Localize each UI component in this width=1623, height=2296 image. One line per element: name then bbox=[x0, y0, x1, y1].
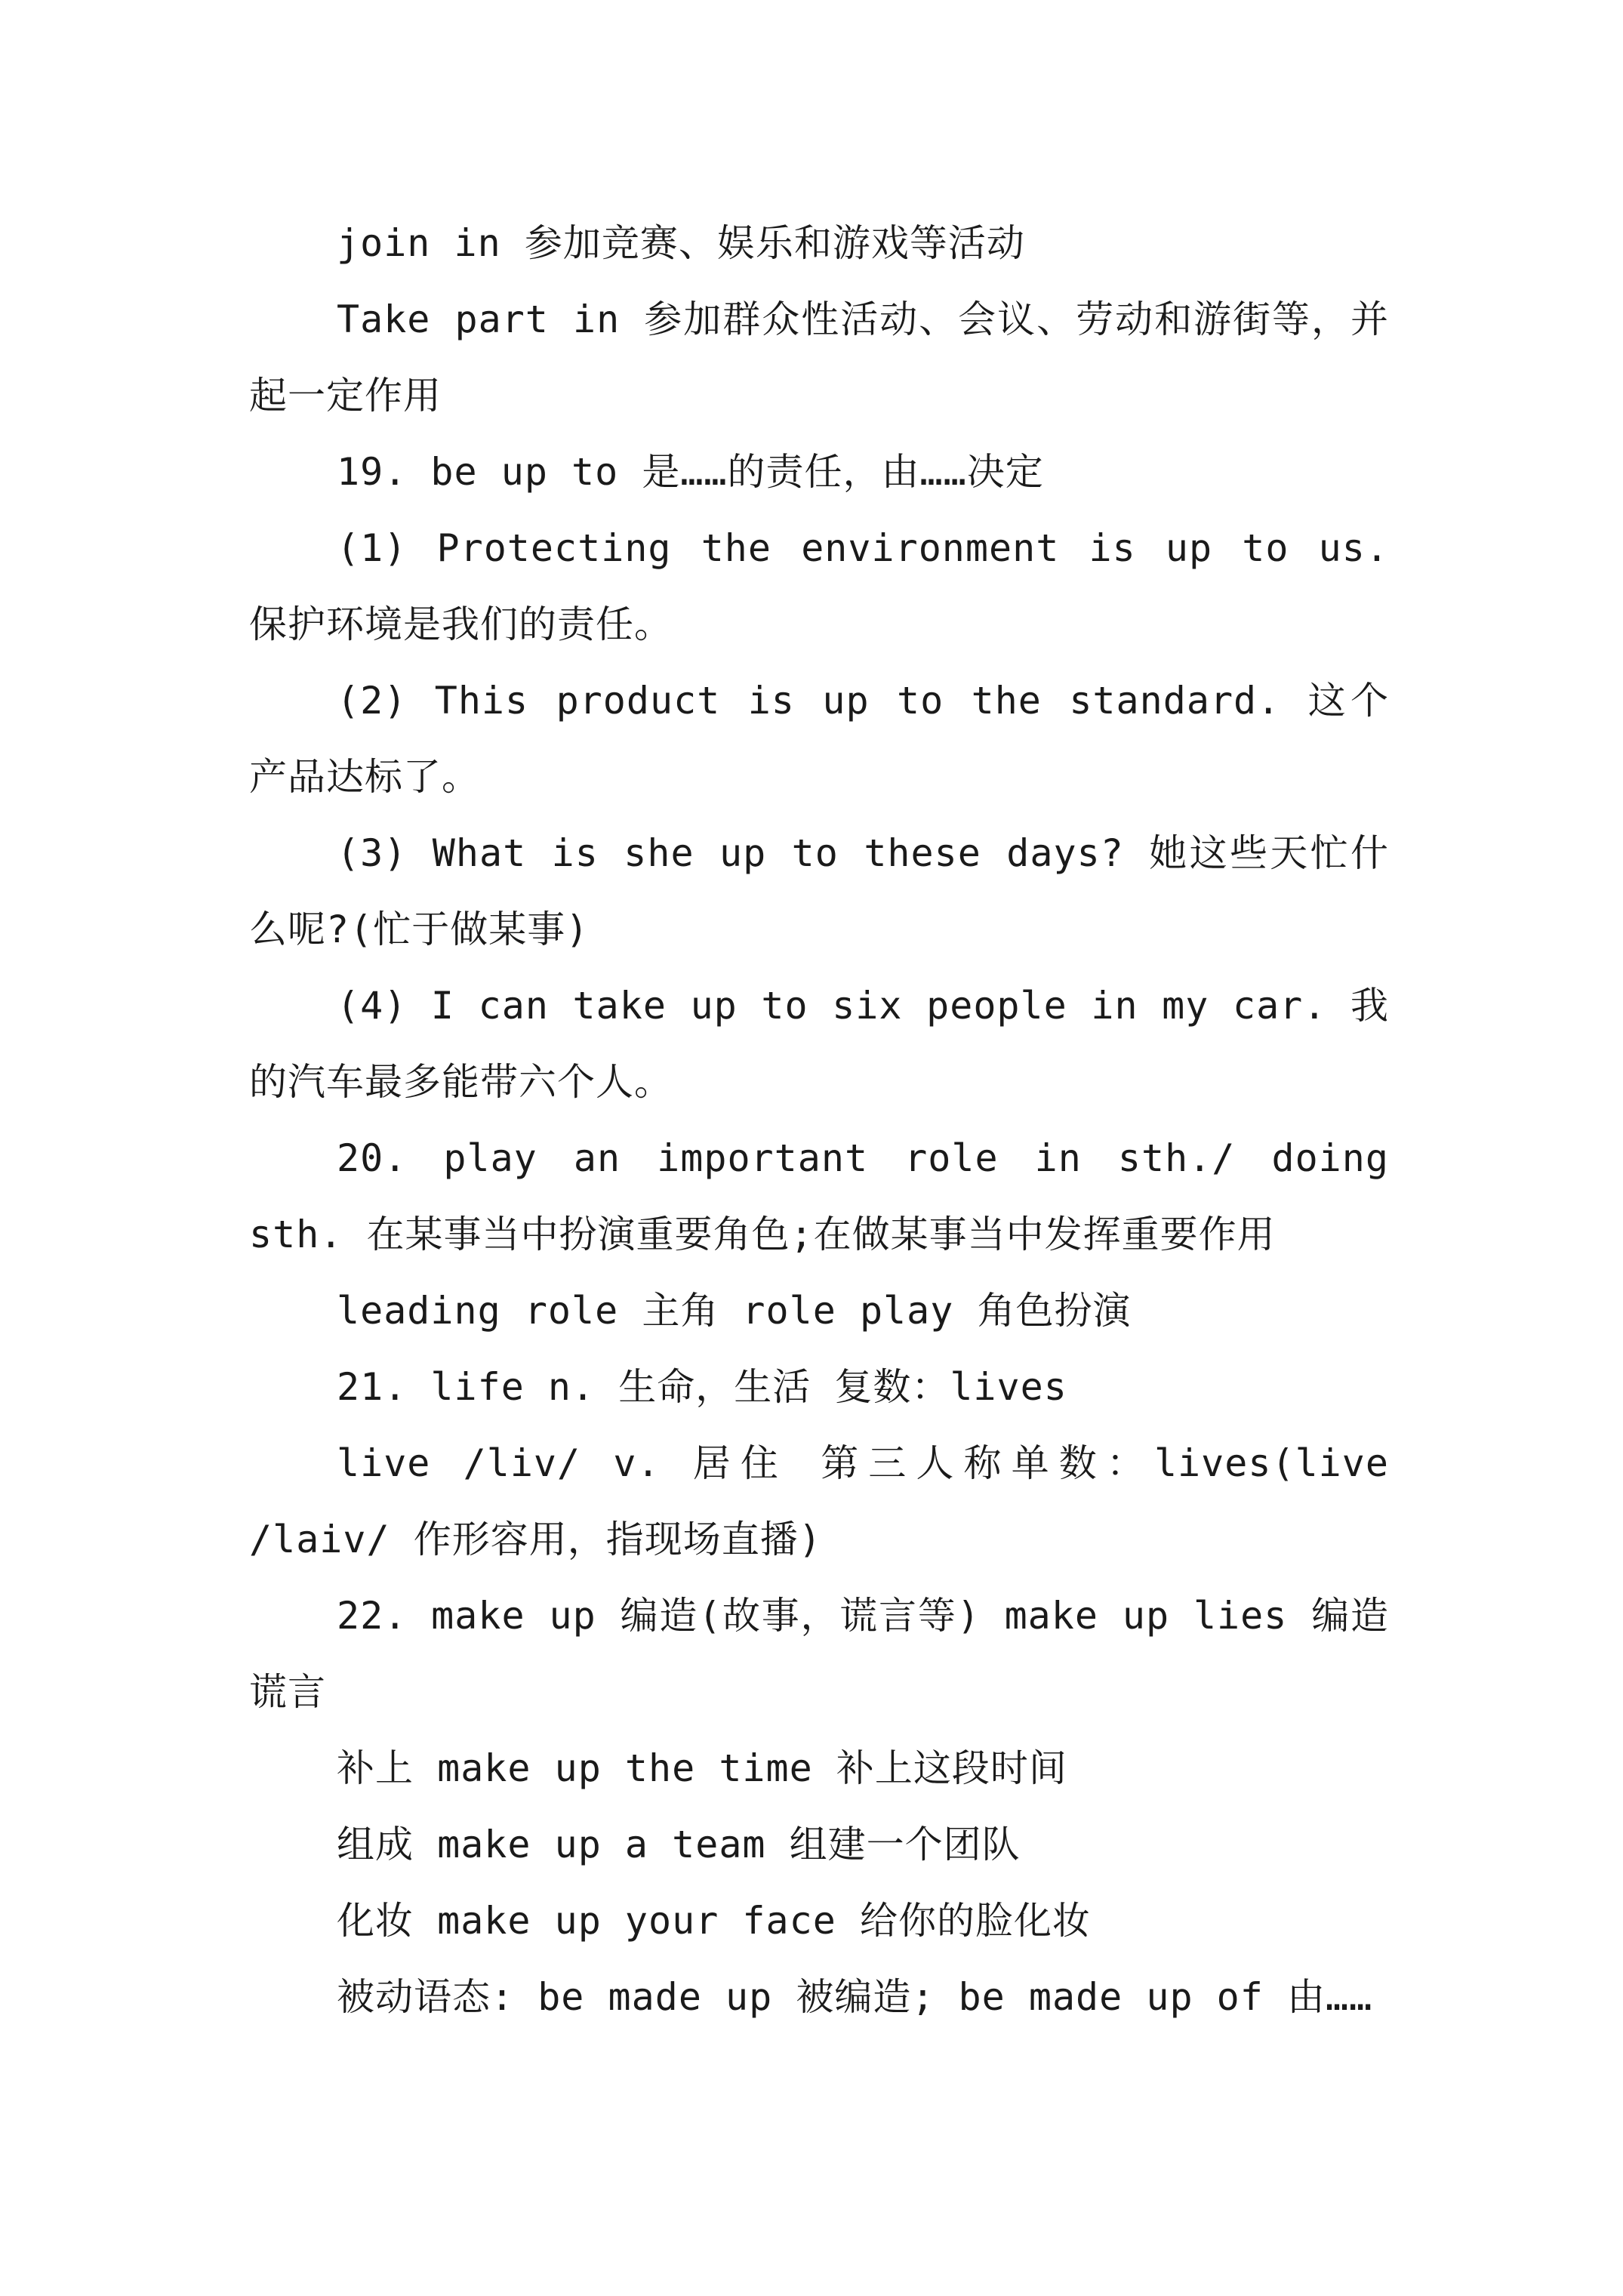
paragraph-passive-voice: 被动语态: be made up 被编造; be made up of 由…… bbox=[337, 1975, 1373, 2019]
paragraph-make-up-face: 化妆 make up your face 给你的脸化妆 bbox=[337, 1899, 1091, 1943]
paragraph-example-2: (2) This product is up to the standard. 这个产品达标了。 bbox=[249, 679, 1389, 799]
paragraph-example-1: (1) Protecting the environment is up to us. 保护环境是我们的责任。 bbox=[249, 526, 1389, 646]
paragraph-make-up-team: 组成 make up a team 组建一个团队 bbox=[337, 1823, 1021, 1866]
paragraph-item-19: 19. be up to 是……的责任，由……决定 bbox=[337, 450, 1044, 494]
paragraph-join-in: join in 参加竞赛、娱乐和游戏等活动 bbox=[337, 221, 1025, 265]
document-body bbox=[249, 205, 1389, 2036]
paragraph-leading-role: leading role 主角 role play 角色扮演 bbox=[337, 1289, 1132, 1333]
paragraph-make-up-time: 补上 make up the time 补上这段时间 bbox=[337, 1746, 1067, 1790]
paragraph-live: live /liv/ v. 居住 第三人称单数：lives(live /laiv/ 作形容用，指现场直播) bbox=[249, 1441, 1389, 1561]
paragraph-item-21: 21. life n. 生命，生活 复数：lives bbox=[337, 1365, 1067, 1409]
paragraph-item-22: 22. make up 编造(故事，谎言等) make up lies 编造谎言 bbox=[249, 1594, 1389, 1714]
paragraph-example-4: (4) I can take up to six people in my car. 我的汽车最多能带六个人。 bbox=[249, 984, 1389, 1104]
paragraph-example-3: (3) What is she up to these days? 她这些天忙什么呢?(忙于做某事) bbox=[249, 831, 1389, 951]
paragraph-take-part-in: Take part in 参加群众性活动、会议、劳动和游街等，并起一定作用 bbox=[249, 297, 1389, 418]
paragraph-item-20: 20. play an important role in sth./ doing sth. 在某事当中扮演重要角色;在做某事当中发挥重要作用 bbox=[249, 1136, 1389, 1256]
